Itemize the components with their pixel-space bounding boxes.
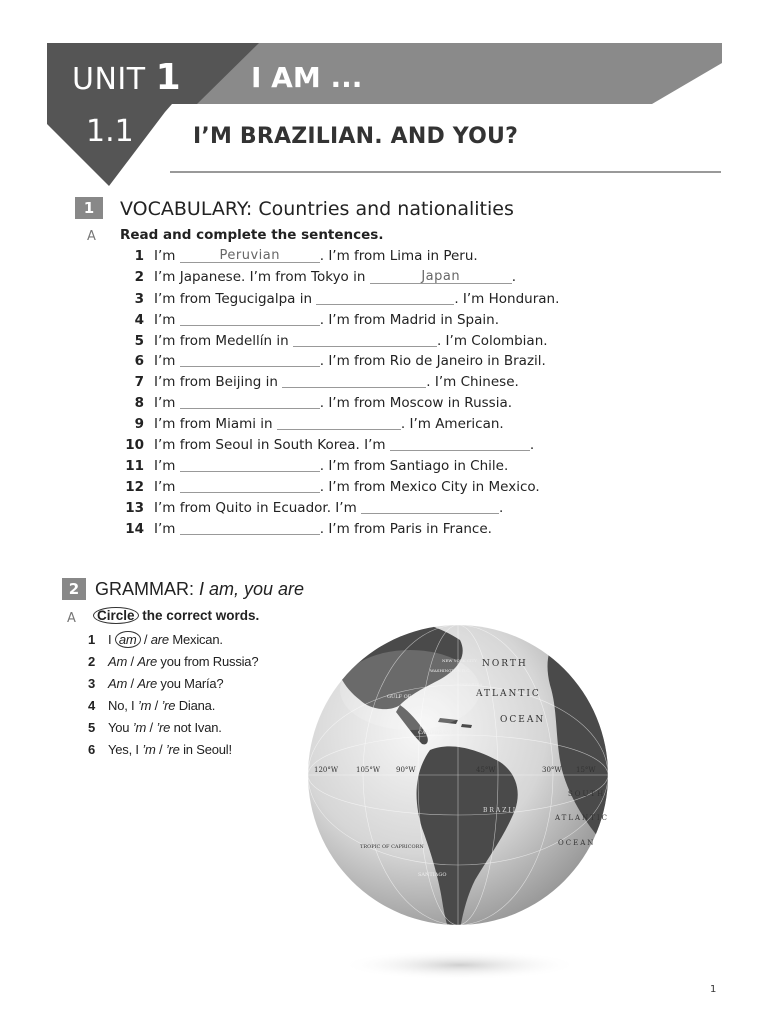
answer-blank[interactable] xyxy=(180,457,320,472)
part-letter: A xyxy=(87,229,96,244)
answer-blank[interactable] xyxy=(180,394,320,409)
exercise-instruction: Circle the correct words. xyxy=(93,608,259,623)
list-item: 4 I’m . I’m from Madrid in Spain. xyxy=(134,311,499,328)
lesson-number: 1.1 xyxy=(86,114,134,149)
globe-label: NEW YORK CITY xyxy=(442,658,477,663)
globe-label: NORTH xyxy=(482,659,528,669)
globe-label: ATLANTIC xyxy=(476,689,541,699)
globe-label: OCEAN xyxy=(500,715,546,725)
option-are[interactable]: Are xyxy=(137,654,157,670)
unit-label: UNIT 1 xyxy=(72,57,182,98)
answer-blank[interactable] xyxy=(180,478,320,493)
globe-label: 30°W xyxy=(542,766,562,774)
option-am[interactable]: am xyxy=(115,631,141,648)
list-item: 6 I’m . I’m from Rio de Janeiro in Brazil. xyxy=(134,353,546,370)
option-re[interactable]: ’re xyxy=(156,720,171,736)
globe-label: 45°W xyxy=(476,766,496,774)
list-item: 14 I’m . I’m from Paris in France. xyxy=(125,520,492,537)
lesson-title: I’M BRAZILIAN. AND YOU? xyxy=(193,124,519,149)
answer-blank[interactable] xyxy=(180,311,320,326)
answer-blank[interactable] xyxy=(277,415,401,430)
list-item: 5 You ’m / ’re not Ivan. xyxy=(88,720,222,736)
list-item: 6 Yes, I ’m / ’re in Seoul! xyxy=(88,742,232,758)
list-item: 4 No, I ’m / ’re Diana. xyxy=(88,698,216,714)
option-am[interactable]: Am xyxy=(108,654,128,670)
globe-label: 90°W xyxy=(396,766,416,774)
answer-blank[interactable] xyxy=(180,352,320,367)
list-item: 2 I’m Japanese. I’m from Tokyo in Japan . xyxy=(134,268,517,285)
list-item: 12 I’m . I’m from Mexico City in Mexico. xyxy=(125,478,540,495)
answer-blank[interactable]: Japan xyxy=(370,269,512,284)
unit-title: I AM ... xyxy=(251,61,363,94)
list-item: 10 I’m from Seoul in South Korea. I’m . xyxy=(125,437,535,454)
answer-blank[interactable] xyxy=(390,436,530,451)
globe-label: 120°W xyxy=(314,766,339,774)
section-title: GRAMMAR: I am, you are xyxy=(95,579,305,599)
option-m[interactable]: ’m xyxy=(132,720,147,736)
list-item: 1 I’m Peruvian . I’m from Lima in Peru. xyxy=(134,248,478,264)
globe-label: 15°W xyxy=(576,766,596,774)
globe-label: GULF OF MEXICO xyxy=(387,694,435,700)
option-m[interactable]: ’m xyxy=(137,698,152,714)
globe-label: BERMUDA xyxy=(460,682,483,687)
page-number: 1 xyxy=(710,984,717,995)
title-divider xyxy=(170,171,721,173)
list-item: 1 I am / are Mexican. xyxy=(88,632,223,647)
answer-blank[interactable] xyxy=(361,499,499,514)
globe-illustration xyxy=(300,600,620,985)
globe-label: WASHINGTON D.C. xyxy=(430,668,471,673)
globe-label: TROPIC OF CAPRICORN xyxy=(360,844,424,850)
globe-label: OCEAN xyxy=(558,839,596,847)
option-re[interactable]: ’re xyxy=(161,698,176,714)
list-item: 8 I’m . I’m from Moscow in Russia. xyxy=(134,395,513,412)
answer-blank[interactable] xyxy=(180,520,320,535)
answer-blank[interactable]: Peruvian xyxy=(180,248,320,263)
answer-blank[interactable] xyxy=(316,290,454,305)
option-m[interactable]: ’m xyxy=(142,742,156,758)
globe-label: SOUTH xyxy=(568,790,606,798)
globe-label: ATLANTIC xyxy=(555,814,609,822)
grammar-exercise-list xyxy=(88,629,258,762)
part-letter: A xyxy=(67,611,76,626)
answer-blank[interactable] xyxy=(293,332,437,347)
list-item: 2 Am / Are you from Russia? xyxy=(88,654,259,670)
option-re[interactable]: ’re xyxy=(165,742,180,758)
globe-label: SANTIAGO xyxy=(418,872,447,878)
list-item: 13 I’m from Quito in Ecuador. I’m . xyxy=(125,499,504,516)
globe-label: BRAZIL xyxy=(483,807,519,814)
list-item: 3 I’m from Tegucigalpa in . I’m Honduran. xyxy=(134,290,560,307)
option-are[interactable]: are xyxy=(150,632,169,647)
exercise-instruction: Read and complete the sentences. xyxy=(120,227,384,243)
list-item: 3 Am / Are you María? xyxy=(88,676,224,692)
globe-label: CARIBBEAN SEA xyxy=(418,730,463,736)
section-title: VOCABULARY: Countries and nationalities xyxy=(120,198,514,220)
vocabulary-exercise-list xyxy=(108,246,608,538)
section-number-badge: 2 xyxy=(62,578,86,600)
answer-blank[interactable] xyxy=(282,373,426,388)
list-item: 9 I’m from Miami in . I’m American. xyxy=(134,416,504,433)
section-number-badge: 1 xyxy=(75,197,103,219)
option-are[interactable]: Are xyxy=(137,676,157,692)
list-item: 7 I’m from Beijing in . I’m Chinese. xyxy=(134,374,519,391)
list-item: 5 I’m from Medellín in . I’m Colombian. xyxy=(134,332,548,349)
option-am[interactable]: Am xyxy=(108,676,128,692)
globe-label: 105°W xyxy=(356,766,381,774)
list-item: 11 I’m . I’m from Santiago in Chile. xyxy=(125,457,509,474)
